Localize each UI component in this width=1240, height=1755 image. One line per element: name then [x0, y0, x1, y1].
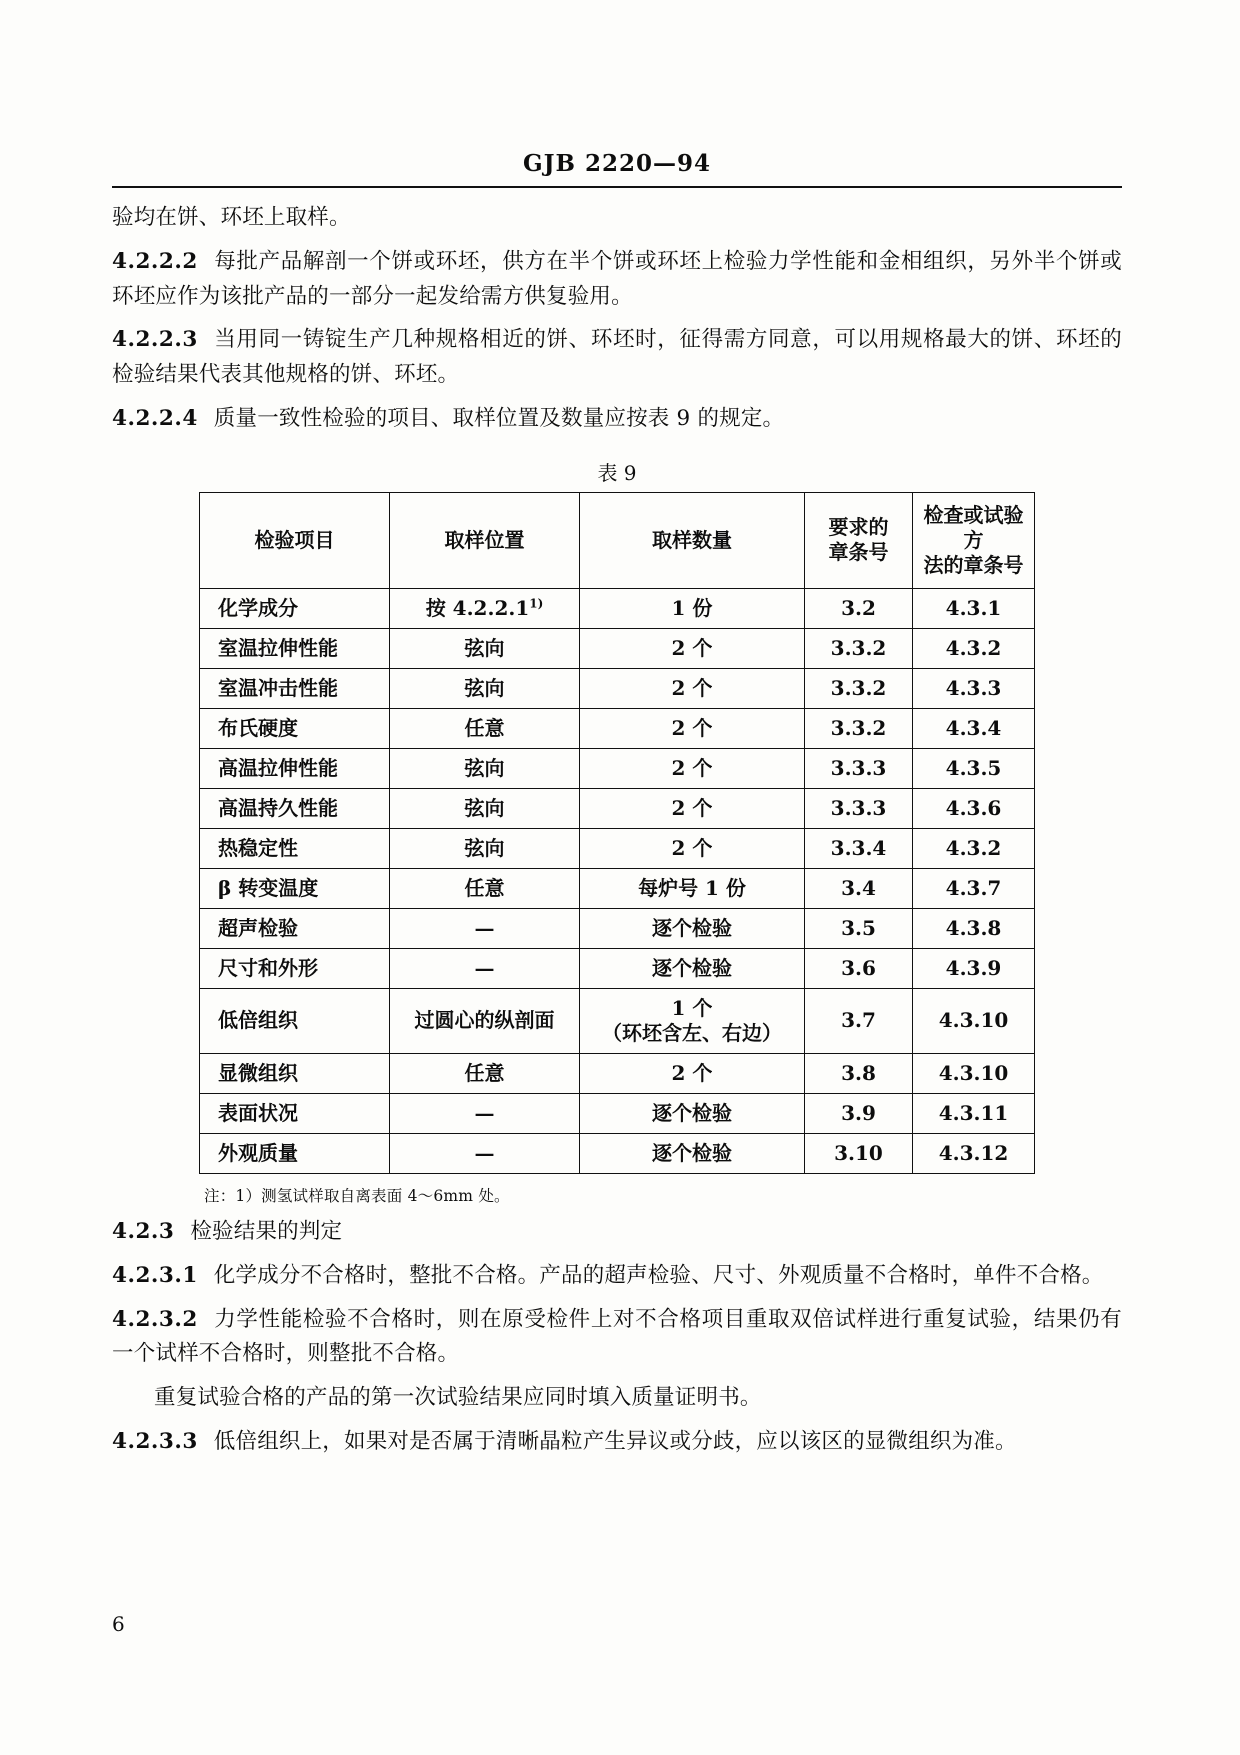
cell-quantity: 1 个 （环坯含左、右边）	[580, 988, 805, 1053]
cell-quantity: 逐个检验	[580, 1093, 805, 1133]
cell-method: 4.3.11	[913, 1093, 1035, 1133]
clause-number: 4.2.2.2	[112, 248, 198, 274]
section-4-2-2	[112, 201, 1122, 437]
cell-quantity: 逐个检验	[580, 1133, 805, 1173]
cell-quantity: 2 个	[580, 748, 805, 788]
table-header-row	[200, 492, 1035, 588]
cell-method: 4.3.3	[913, 668, 1035, 708]
cell-method: 4.3.12	[913, 1133, 1035, 1173]
page-content	[112, 150, 1122, 1460]
cell-item: 室温拉伸性能	[200, 628, 390, 668]
table-row	[200, 588, 1035, 628]
table-row	[200, 708, 1035, 748]
cell-method: 4.3.1	[913, 588, 1035, 628]
clause-number: 4.2.3.1	[112, 1262, 198, 1288]
cell-item: 超声检验	[200, 908, 390, 948]
cell-position: —	[390, 1093, 580, 1133]
table-row	[200, 628, 1035, 668]
cell-requirement: 3.3.2	[805, 628, 913, 668]
paragraph-4-2-3-2	[112, 1303, 1122, 1373]
clause-text: 每批产品解剖一个饼或环坯，供方在半个饼或环坯上检验力学性能和金相组织，另外半个饼或环坯应作为该批产品的一部分一起发给需方供复验用。	[112, 248, 1122, 309]
cell-method: 4.3.10	[913, 1053, 1035, 1093]
clause-number: 4.2.3.3	[112, 1429, 198, 1455]
cell-position: 弦向	[390, 788, 580, 828]
paragraph-repeat-test	[112, 1381, 1122, 1416]
cell-position: 过圆心的纵剖面	[390, 988, 580, 1053]
cell-position: 任意	[390, 708, 580, 748]
cell-requirement: 3.9	[805, 1093, 913, 1133]
cell-item: 热稳定性	[200, 828, 390, 868]
header-sampling-position: 取样位置	[390, 492, 580, 588]
cell-quantity: 2 个	[580, 828, 805, 868]
clause-text: 重复试验合格的产品的第一次试验结果应同时填入质量证明书。	[154, 1385, 762, 1411]
clause-text: 化学成分不合格时，整批不合格。产品的超声检验、尺寸、外观质量不合格时，单件不合格。	[213, 1262, 1104, 1288]
standard-number: GJB 2220—94	[523, 150, 711, 177]
header-inspection-item: 检验项目	[200, 492, 390, 588]
footnote-marker: 1)	[529, 596, 544, 611]
cell-item: 显微组织	[200, 1053, 390, 1093]
table-row	[200, 948, 1035, 988]
clause-text: 低倍组织上，如果对是否属于清晰晶粒产生异议或分歧，应以该区的显微组织为准。	[213, 1429, 1017, 1455]
cell-position: 弦向	[390, 748, 580, 788]
clause-text: 当用同一铸锭生产几种规格相近的饼、环坯时，征得需方同意，可以用规格最大的饼、环坯的检验结果代表其他规格的饼、环坯。	[112, 327, 1122, 388]
cell-item: 高温持久性能	[200, 788, 390, 828]
cell-requirement: 3.3.2	[805, 668, 913, 708]
header-requirement-clause: 要求的 章条号	[805, 492, 913, 588]
cell-item: 外观质量	[200, 1133, 390, 1173]
cell-requirement: 3.7	[805, 988, 913, 1053]
cell-quantity: 2 个	[580, 788, 805, 828]
clause-text: 质量一致性检验的项目、取样位置及数量应按表 9 的规定。	[213, 406, 785, 432]
cell-item: 布氏硬度	[200, 708, 390, 748]
page-number: 6	[112, 1612, 125, 1636]
table-row	[200, 828, 1035, 868]
cell-requirement: 3.3.2	[805, 708, 913, 748]
cell-quantity: 2 个	[580, 668, 805, 708]
clause-number: 4.2.3.2	[112, 1306, 198, 1332]
clause-number: 4.2.3	[112, 1218, 175, 1244]
paragraph-4-2-3-3	[112, 1425, 1122, 1460]
cell-item: 低倍组织	[200, 988, 390, 1053]
cell-quantity: 1 份	[580, 588, 805, 628]
header-method-clause: 检查或试验方 法的章条号	[913, 492, 1035, 588]
table-row	[200, 788, 1035, 828]
clause-number: 4.2.2.4	[112, 406, 198, 432]
table-row	[200, 988, 1035, 1053]
cell-requirement: 3.6	[805, 948, 913, 988]
cell-quantity: 逐个检验	[580, 948, 805, 988]
paragraph-4-2-2-4	[112, 402, 1122, 437]
cell-quantity: 2 个	[580, 628, 805, 668]
table-row	[200, 1133, 1035, 1173]
cell-position: 弦向	[390, 828, 580, 868]
paragraph-4-2-3	[112, 1215, 1122, 1250]
cell-method: 4.3.10	[913, 988, 1035, 1053]
cell-position: 弦向	[390, 668, 580, 708]
header-divider	[112, 186, 1122, 188]
paragraph-4-2-3-1	[112, 1259, 1122, 1294]
cell-position: 任意	[390, 1053, 580, 1093]
cell-quantity: 2 个	[580, 708, 805, 748]
table-row	[200, 668, 1035, 708]
cell-requirement: 3.2	[805, 588, 913, 628]
cell-position: 任意	[390, 868, 580, 908]
cell-requirement: 3.3.3	[805, 748, 913, 788]
cell-position: —	[390, 948, 580, 988]
cell-position: —	[390, 1133, 580, 1173]
section-4-2-3	[112, 1215, 1122, 1460]
paragraph-4-2-2-3	[112, 323, 1122, 393]
cell-position: 弦向	[390, 628, 580, 668]
cell-method: 4.3.6	[913, 788, 1035, 828]
cell-method: 4.3.5	[913, 748, 1035, 788]
paragraph-4-2-2-2	[112, 245, 1122, 315]
cell-method: 4.3.9	[913, 948, 1035, 988]
cell-requirement: 3.3.3	[805, 788, 913, 828]
cell-item: 高温拉伸性能	[200, 748, 390, 788]
cell-position: —	[390, 908, 580, 948]
paragraph-continuation: 验均在饼、环坯上取样。	[112, 205, 351, 230]
table-footnote: 注：1）测氢试样取自离表面 4～6mm 处。	[204, 1186, 510, 1205]
cell-requirement: 3.8	[805, 1053, 913, 1093]
clause-text: 检验结果的判定	[190, 1218, 343, 1244]
table-caption: 表 9	[597, 460, 637, 485]
cell-method: 4.3.4	[913, 708, 1035, 748]
cell-item: 尺寸和外形	[200, 948, 390, 988]
cell-requirement: 3.3.4	[805, 828, 913, 868]
cell-method: 4.3.8	[913, 908, 1035, 948]
cell-item: 表面状况	[200, 1093, 390, 1133]
cell-method: 4.3.2	[913, 828, 1035, 868]
cell-method: 4.3.7	[913, 868, 1035, 908]
cell-item: 室温冲击性能	[200, 668, 390, 708]
cell-quantity: 2 个	[580, 1053, 805, 1093]
header-sampling-quantity: 取样数量	[580, 492, 805, 588]
cell-item: β 转变温度	[200, 868, 390, 908]
table-row	[200, 908, 1035, 948]
table-row	[200, 1093, 1035, 1133]
table-row	[200, 1053, 1035, 1093]
cell-requirement: 3.10	[805, 1133, 913, 1173]
inspection-table	[199, 492, 1035, 1174]
table-row	[200, 748, 1035, 788]
page-header	[112, 150, 1122, 192]
cell-position: 按 4.2.2.1$^{1)}$	[390, 588, 580, 628]
cell-requirement: 3.5	[805, 908, 913, 948]
cell-item: 化学成分	[200, 588, 390, 628]
cell-quantity: 逐个检验	[580, 908, 805, 948]
clause-text: 力学性能检验不合格时，则在原受检件上对不合格项目重取双倍试样进行重复试验，结果仍有一个试样不合格时，则整批不合格。	[112, 1306, 1122, 1367]
cell-quantity: 每炉号 1 份	[580, 868, 805, 908]
table-row	[200, 868, 1035, 908]
cell-requirement: 3.4	[805, 868, 913, 908]
clause-number: 4.2.2.3	[112, 327, 198, 353]
cell-method: 4.3.2	[913, 628, 1035, 668]
